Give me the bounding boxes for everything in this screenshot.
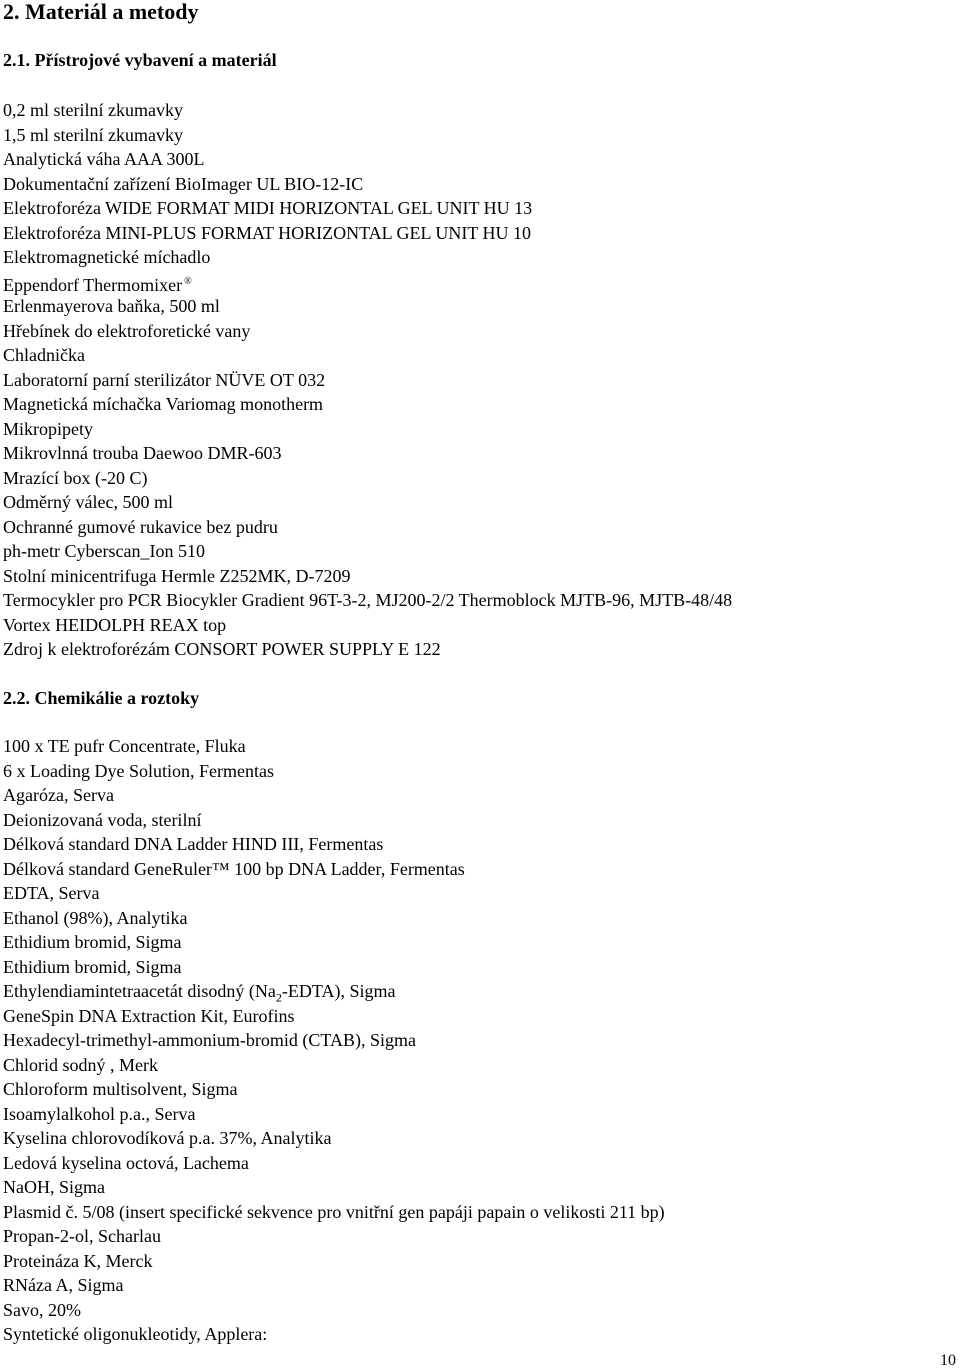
list-item: Elektromagnetické míchadlo	[3, 247, 211, 267]
list-item: Laboratorní parní sterilizátor NÜVE OT 032	[3, 369, 326, 390]
list-item: 1,5 ml sterilní zkumavky	[3, 124, 183, 145]
list-item: Dokumentační zařízení BioImager UL BIO-12-IC	[3, 173, 364, 194]
list-item: Elektroforéza WIDE FORMAT MIDI HORIZONTAL GEL UNIT HU 13	[3, 198, 533, 218]
equipment-heading: 2.1. Přístrojové vybavení a materiál	[3, 50, 277, 70]
list-item: Chladnička	[3, 345, 85, 365]
list-item-text: Eppendorf Thermomixer	[3, 274, 183, 295]
list-item: Propan-2-ol, Scharlau	[3, 1226, 161, 1246]
list-item: Ledová kyselina octová, Lachema	[3, 1152, 249, 1173]
list-item: RNáza A, Sigma	[3, 1275, 124, 1295]
list-item: Zdroj k elektroforézám CONSORT POWER SUPPLY E 122	[3, 639, 441, 659]
registered-mark: ®	[184, 275, 192, 287]
list-item	[3, 979, 665, 1004]
list-item	[3, 270, 732, 295]
list-item: Magnetická míchačka Variomag monotherm	[3, 394, 324, 414]
list-item: Mrazící box (-20 C)	[3, 467, 148, 488]
list-item: Délková standard GeneRuler™ 100 bp DNA Ladder, Fermentas	[3, 858, 465, 879]
list-item: Ethanol (98%), Analytika	[3, 907, 188, 928]
list-item: Termocykler pro PCR Biocykler Gradient 96T-3-2, MJ200-2/2 Thermoblock MJTB-96, MJTB-48/48	[3, 590, 733, 610]
list-item: 6 x Loading Dye Solution, Fermentas	[3, 760, 274, 781]
page-number: 10	[940, 1352, 956, 1369]
chemicals-heading: 2.2. Chemikálie a roztoky	[3, 688, 200, 708]
list-item: 0,2 ml sterilní zkumavky	[3, 100, 183, 120]
list-item: Isoamylalkohol p.a., Serva	[3, 1103, 196, 1124]
list-item: EDTA, Serva	[3, 883, 100, 903]
list-item: Deionizovaná voda, sterilní	[3, 809, 202, 830]
list-item: Mikropipety	[3, 418, 93, 439]
list-item: Agaróza, Serva	[3, 785, 114, 805]
equipment-list	[3, 98, 732, 662]
list-item: Hřebínek do elektroforetické vany	[3, 320, 251, 341]
list-item: NaOH, Sigma	[3, 1177, 105, 1197]
list-item: Mikrovlnná trouba Daewoo DMR-603	[3, 443, 282, 463]
list-item: GeneSpin DNA Extraction Kit, Eurofins	[3, 1005, 295, 1026]
list-item-text-suffix: -EDTA), Sigma	[281, 981, 396, 1001]
list-item: Kyselina chlorovodíková p.a. 37%, Analytika	[3, 1128, 332, 1148]
list-item: Erlenmayerova baňka, 500 ml	[3, 296, 220, 316]
list-item: Odměrný válec, 500 ml	[3, 492, 173, 512]
list-item-text: Ethylendiamintetraacetát disodný (Na	[3, 981, 276, 1001]
list-item: Savo, 20%	[3, 1299, 81, 1320]
list-item: Stolní minicentrifuga Hermle Z252MK, D-7209	[3, 565, 351, 586]
list-item: Vortex HEIDOLPH REAX top	[3, 614, 227, 635]
chemicals-list	[3, 734, 665, 1347]
list-item: Analytická váha AAA 300L	[3, 149, 205, 169]
subscript: 2	[275, 990, 282, 1005]
list-item: Syntetické oligonukleotidy, Applera:	[3, 1324, 268, 1344]
list-item: Ochranné gumové rukavice bez pudru	[3, 516, 278, 537]
list-item: 100 x TE pufr Concentrate, Fluka	[3, 736, 246, 756]
list-item: ph-metr Cyberscan_Ion 510	[3, 541, 205, 561]
list-item: Chloroform multisolvent, Sigma	[3, 1079, 238, 1099]
list-item: Délková standard DNA Ladder HIND III, Fermentas	[3, 834, 384, 854]
section-title: 2. Materiál a metody	[3, 0, 199, 24]
list-item: Elektroforéza MINI-PLUS FORMAT HORIZONTAL GEL UNIT HU 10	[3, 222, 531, 243]
list-item: Hexadecyl-trimethyl-ammonium-bromid (CTAB), Sigma	[3, 1030, 416, 1050]
list-item: Ethidium bromid, Sigma	[3, 932, 182, 952]
list-item: Chlorid sodný , Merk	[3, 1054, 158, 1075]
list-item: Proteináza K, Merck	[3, 1250, 153, 1271]
list-item: Ethidium bromid, Sigma	[3, 956, 182, 977]
list-item: Plasmid č. 5/08 (insert specifické sekvence pro vnitřní gen papáji papain o velikosti 211 bp)	[3, 1201, 665, 1222]
